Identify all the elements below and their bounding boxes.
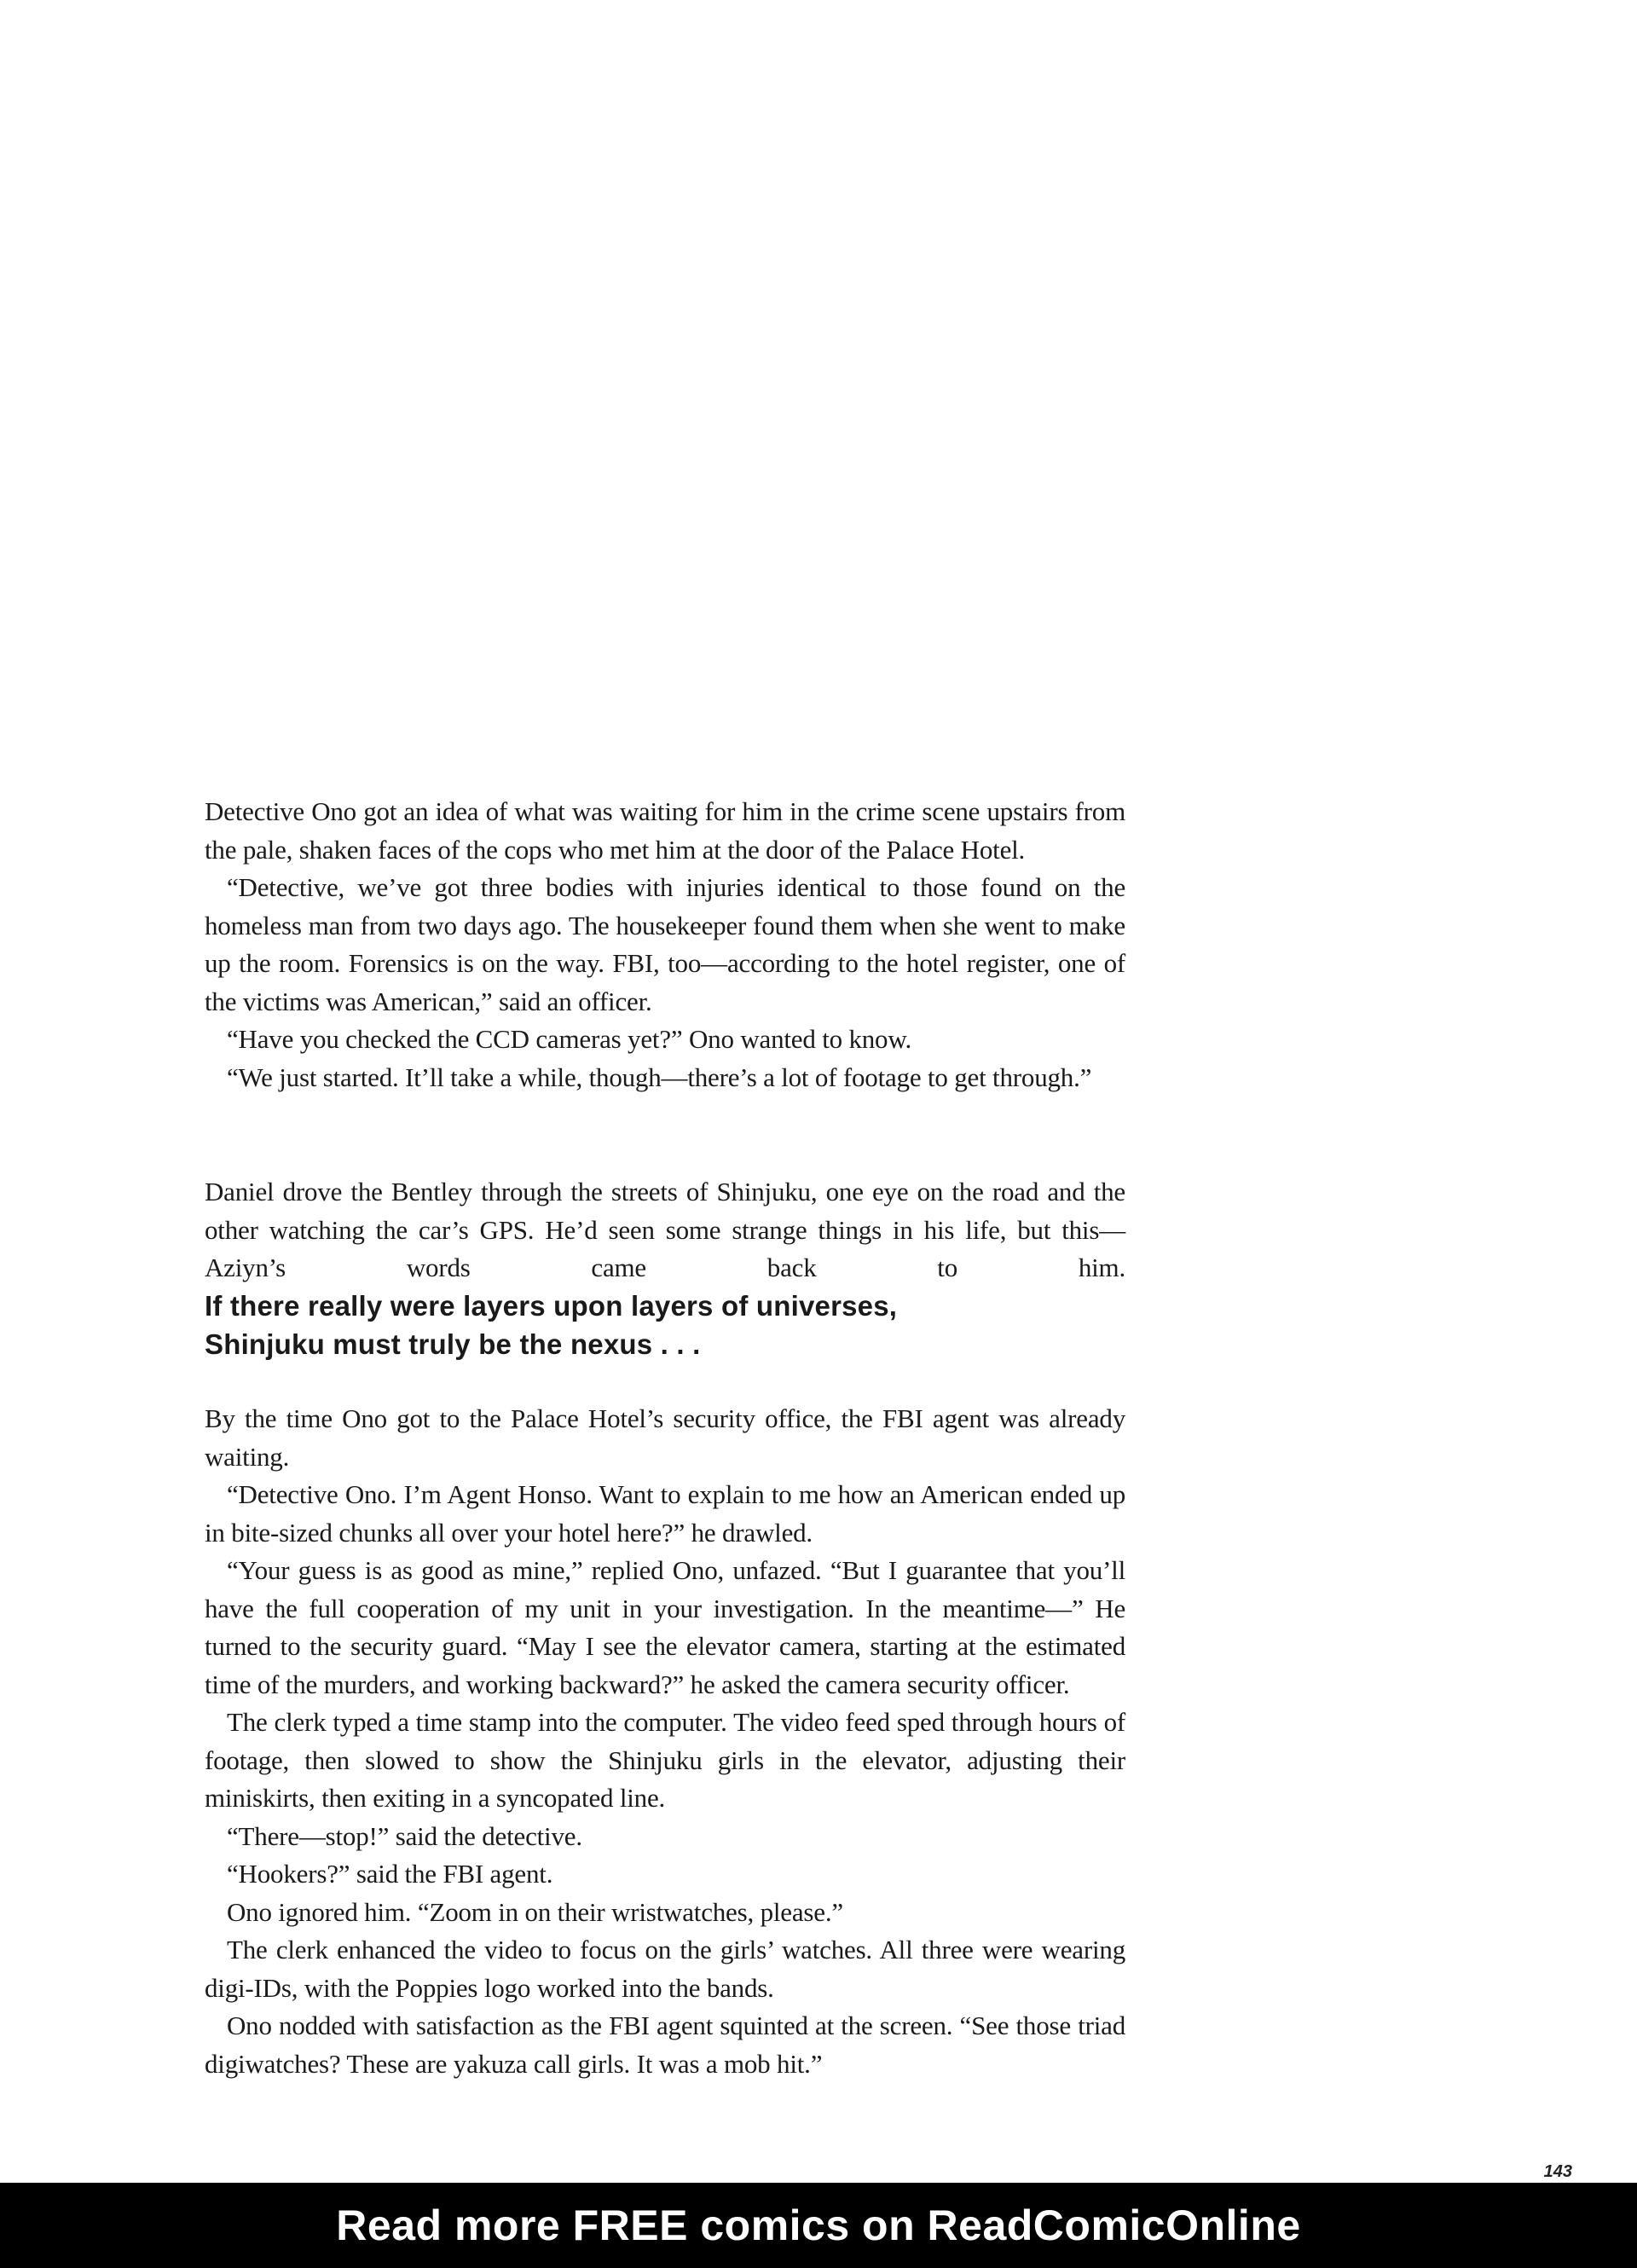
emphasis-text: If there really were layers upon layers of universes, bbox=[205, 1289, 898, 1322]
section-crime-scene bbox=[205, 793, 1125, 1096]
paragraph: “Detective Ono. I’m Agent Honso. Want to explain to me how an American ended up in bite-sized chunks all over your hotel here?” he drawled. bbox=[205, 1479, 1125, 1548]
paragraph: Ono nodded with satisfaction as the FBI agent squinted at the screen. “See those triad digiwatches? These are yakuza call girls. It was a mob hit.” bbox=[205, 2011, 1125, 2079]
paragraph-text: Daniel drove the Bentley through the streets of Shinjuku, one eye on the road and the other watching the car’s GPS. He’d seen some strange things in his life, but this— Aziyn’s words came back to him. bbox=[205, 1177, 1125, 1282]
paragraph: By the time Ono got to the Palace Hotel’s security office, the FBI agent was already waiting. bbox=[205, 1403, 1125, 1472]
paragraph: Ono ignored him. “Zoom in on their wristwatches, please.” bbox=[227, 1896, 843, 1927]
emphasis-text: Shinjuku must truly be the nexus . . . bbox=[205, 1328, 701, 1360]
promo-banner[interactable] bbox=[0, 2183, 1637, 2268]
paragraph: “Your guess is as good as mine,” replied Ono, unfazed. “But I guarantee that you’ll have the full cooperation of my unit in your investigation. In the meantime—” He turned to the security guard. “May I see the elevator camera, starting at the estimated time of the murders, and working backward?” he asked the camera security officer. bbox=[205, 1555, 1125, 1699]
paragraph: “Have you checked the CCD cameras yet?” Ono wanted to know. bbox=[227, 1024, 912, 1054]
paragraph: The clerk enhanced the video to focus on the girls’ watches. All three were wearing digi-IDs, with the Poppies logo worked into the bands. bbox=[205, 1935, 1125, 2003]
paragraph: The clerk typed a time stamp into the computer. The video feed sped through hours of footage, then slowed to show the Shinjuku girls in the elevator, adjusting their miniskirts, then exiting in a syncopated line. bbox=[205, 1707, 1125, 1813]
promo-banner-text[interactable]: Read more FREE comics on ReadComicOnline bbox=[336, 2201, 1301, 2249]
paragraph: Detective Ono got an idea of what was waiting for him in the crime scene upstairs from the pale, shaken faces of the cops who met him at the door of the Palace Hotel. bbox=[205, 796, 1125, 865]
paragraph: “There—stop!” said the detective. bbox=[227, 1820, 582, 1851]
section-daniel-drive bbox=[205, 1173, 1125, 1364]
paragraph: “Detective, we’ve got three bodies with injuries identical to those found on the homeless man from two days ago. The housekeeper found them when she went to make up the room. Forensics is on the way. FBI, too—according to the hotel register, one of the victims was American,” said an officer. bbox=[205, 872, 1125, 1016]
page-number: 143 bbox=[1543, 2162, 1572, 2181]
paragraph: “We just started. It’ll take a while, though—there’s a lot of footage to get through.” bbox=[227, 1062, 1092, 1092]
paragraph bbox=[205, 1173, 1125, 1364]
paragraph: “Hookers?” said the FBI agent. bbox=[227, 1859, 553, 1889]
section-security-office bbox=[205, 1400, 1125, 2083]
